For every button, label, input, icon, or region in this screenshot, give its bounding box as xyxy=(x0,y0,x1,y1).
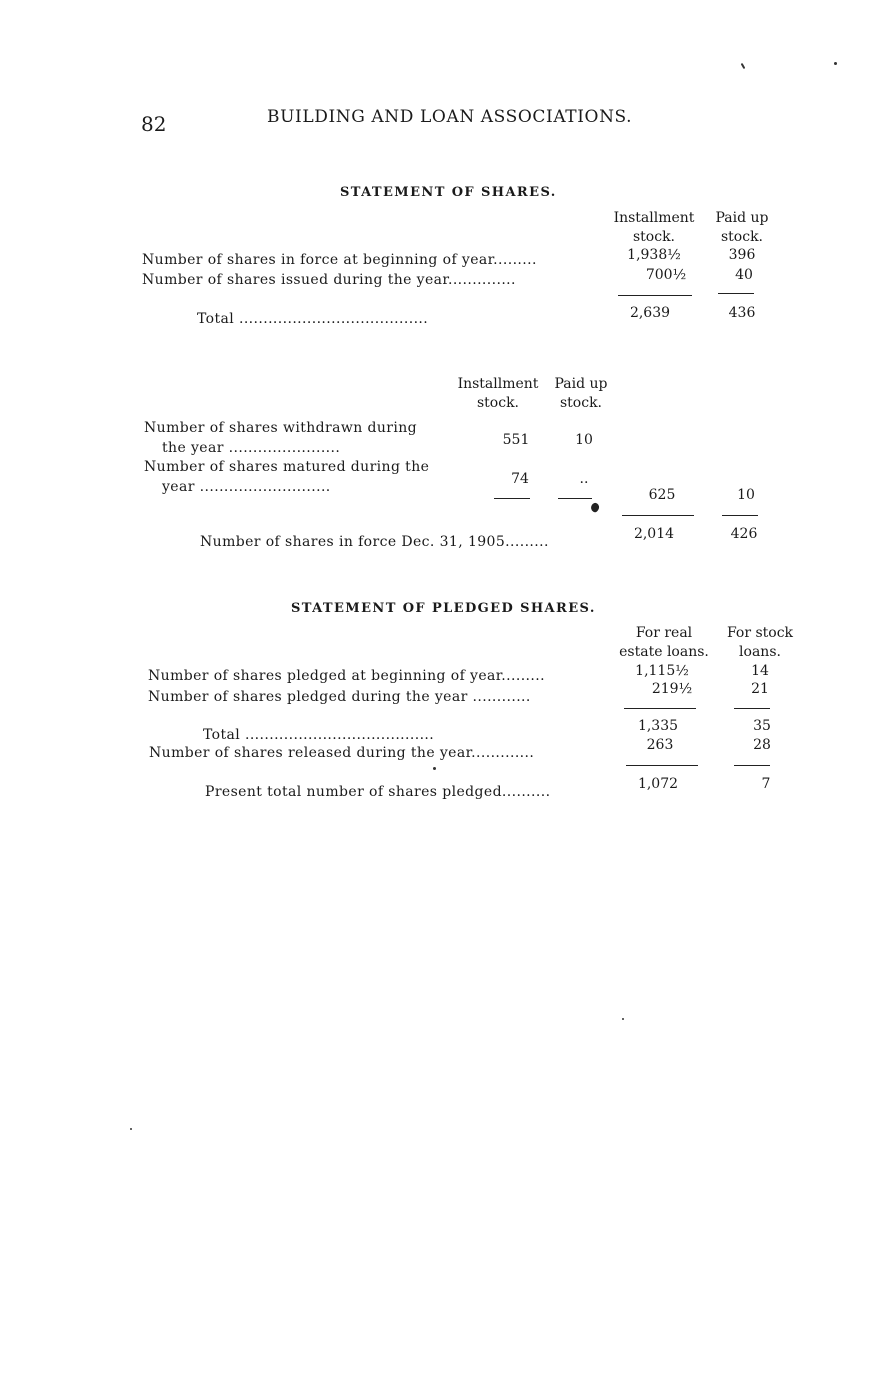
col-header-installment-stock: Installment stock. xyxy=(613,210,695,245)
value-paidup-beginning: 396 xyxy=(728,247,756,263)
rule-paidup-in-force xyxy=(722,515,758,516)
row-label-pledged-total: Total ....................................... xyxy=(203,727,435,743)
rule-stock-present xyxy=(734,765,770,766)
scan-speck xyxy=(130,1128,132,1130)
row-label-shares-beginning: Number of shares in force at beginning of year......... xyxy=(142,252,537,268)
scan-speck xyxy=(622,1018,624,1020)
statement-of-pledged-shares-title: STATEMENT OF PLEDGED SHARES. xyxy=(291,601,596,616)
value-stock-present: 7 xyxy=(761,776,771,792)
row-label-present-total-pledged: Present total number of shares pledged.......... xyxy=(205,784,551,800)
value-stock-total: 35 xyxy=(753,718,771,734)
value-installment-issued: 700½ xyxy=(645,267,687,283)
rule-installment-in-force xyxy=(622,515,694,516)
row-label-pledged-during: Number of shares pledged during the year ............ xyxy=(148,689,531,705)
scan-speck xyxy=(741,63,746,69)
value-stock-beginning: 14 xyxy=(751,663,769,679)
col-header-paid-up-stock: Paid up stock. xyxy=(715,210,769,245)
value-stock-during: 21 xyxy=(751,681,769,697)
value-installment-withdrawn: 551 xyxy=(502,432,530,448)
value-installment-in-force: 2,014 xyxy=(633,526,675,542)
col-header-real-estate-loans: For real estate loans. xyxy=(619,625,709,660)
scan-speck xyxy=(433,767,436,770)
rule-paidup-total xyxy=(718,293,754,294)
running-head: BUILDING AND LOAN ASSOCIATIONS. xyxy=(267,107,633,127)
col-header-installment-stock-deductions: Installment stock. xyxy=(457,376,539,411)
row-label-shares-total: Total ....................................... xyxy=(197,311,429,327)
value-installment-total: 2,639 xyxy=(629,305,671,321)
rule-real-estate-present xyxy=(626,765,698,766)
value-paidup-issued: 40 xyxy=(735,267,753,283)
value-installment-subtotal: 625 xyxy=(648,487,676,503)
scan-speck xyxy=(834,62,837,65)
rule-paidup-deductions xyxy=(558,498,592,499)
value-real-estate-total: 1,335 xyxy=(637,718,679,734)
value-installment-matured: 74 xyxy=(511,471,529,487)
value-real-estate-beginning: 1,115½ xyxy=(635,663,689,679)
row-label-shares-issued: Number of shares issued during the year.............. xyxy=(142,272,516,288)
row-label-shares-in-force: Number of shares in force Dec. 31, 1905......... xyxy=(200,534,549,550)
value-real-estate-present: 1,072 xyxy=(637,776,679,792)
value-real-estate-during: 219½ xyxy=(651,681,693,697)
page-number: 82 xyxy=(141,112,167,136)
value-paidup-withdrawn: 10 xyxy=(575,432,593,448)
rule-real-estate-total xyxy=(624,708,696,709)
col-header-paid-up-stock-deductions: Paid up stock. xyxy=(554,376,608,411)
rule-stock-total xyxy=(734,708,770,709)
row-label-shares-withdrawn: Number of shares withdrawn during the year ....................... xyxy=(144,420,418,456)
value-paidup-matured: .. xyxy=(579,471,589,487)
ink-blot xyxy=(589,502,600,514)
value-installment-beginning: 1,938½ xyxy=(627,247,681,263)
value-paidup-total: 436 xyxy=(728,305,756,321)
statement-of-shares-title: STATEMENT OF SHARES. xyxy=(340,185,557,200)
value-paidup-in-force: 426 xyxy=(730,526,758,542)
rule-installment-total xyxy=(618,295,692,296)
rule-installment-deductions xyxy=(494,498,530,499)
value-stock-released: 28 xyxy=(753,737,771,753)
col-header-stock-loans: For stock loans. xyxy=(726,625,794,660)
row-label-pledged-beginning: Number of shares pledged at beginning of year......... xyxy=(148,668,545,684)
row-label-shares-matured: Number of shares matured during the year ........................... xyxy=(144,459,430,495)
value-paidup-subtotal: 10 xyxy=(737,487,755,503)
row-label-pledged-released: Number of shares released during the year............. xyxy=(149,745,535,761)
value-real-estate-released: 263 xyxy=(646,737,674,753)
